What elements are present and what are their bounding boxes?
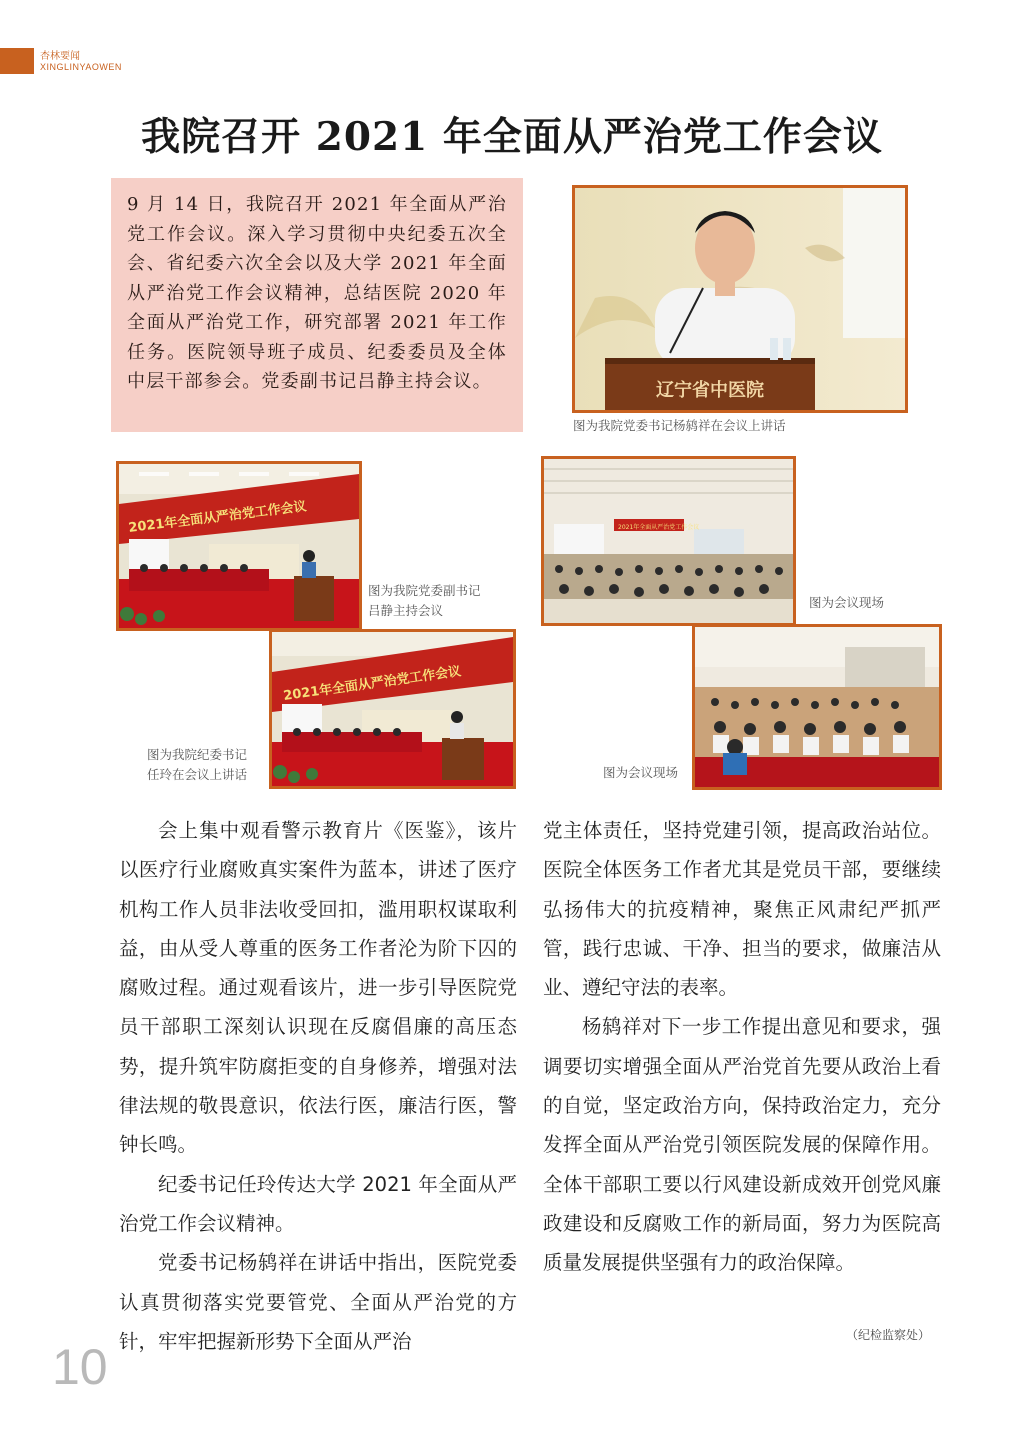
page-number: 10	[52, 1339, 108, 1395]
photo-meeting-scene-1	[541, 456, 796, 626]
photo-hall-deputy	[116, 461, 362, 631]
photo-hall-discipline	[269, 629, 516, 789]
photo-caption-discipline	[147, 745, 247, 785]
photo-caption-meeting-1: 图为会议现场	[809, 595, 885, 610]
caption-line: 任玲在会议上讲话	[147, 767, 248, 782]
podium-label: 辽宁省中医院	[656, 380, 764, 401]
photo-meeting-scene-2	[692, 624, 942, 790]
article-signature: （纪检监察处）	[846, 1328, 931, 1342]
body-paragraph: 纪委书记任玲传达大学 2021 年全面从严治党工作会议精神。	[119, 1172, 517, 1235]
caption-line: 图为我院纪委书记	[147, 747, 248, 762]
audience-photo-illustration	[695, 627, 939, 787]
section-title: 杏林要闻	[40, 51, 80, 62]
photo-speaker-podium	[572, 185, 908, 413]
banner-text: 2021年全面从严治党工作会议	[618, 524, 700, 531]
lead-paragraph: 9 月 14 日，我院召开 2021 年全面从严治党工作会议。深入学习贯彻中央纪委五次全会、省纪委六次全会以及大学 2021 年全面从严治党工作会议精神，总结医院 2020 年全面从严治党工作，研究部署 2021 年工作任务。医院领导班子成员、纪委委员及全体中层干部参会。党委副书记吕静主持会议。	[127, 194, 507, 392]
body-paragraph: 党主体责任，坚持党建引领，提高政治站位。医院全体医务工作者尤其是党员干部，要继续弘扬伟大的抗疫精神，聚焦正风肃纪严抓严管，践行忠诚、干净、担当的要求，做廉洁从业、遵纪守法的表率。	[543, 819, 941, 1000]
caption-line: 图为我院党委副书记	[368, 583, 481, 598]
hall-photo-illustration-2	[272, 632, 513, 786]
section-subtitle: XINGLINYAOWEN	[40, 62, 122, 72]
hall-photo-illustration	[119, 464, 359, 628]
banner-text: 2021年全面从严治党工作会议	[127, 499, 308, 536]
section-marker	[0, 48, 34, 74]
body-column-left	[119, 811, 517, 1361]
body-paragraph: 杨鸫祥对下一步工作提出意见和要求，强调要切实增强全面从严治党首先要从政治上看的自觉，坚定政治方向，保持政治定力，充分发挥全面从严治党引领医院发展的保障作用。全体干部职工要以行风建设新成效开创党风廉政建设和反腐败工作的新局面，努力为医院高质量发展提供坚强有力的政治保障。	[543, 1015, 941, 1275]
banner-text: 2021年全面从严治党工作会议	[282, 664, 463, 704]
speaker-photo-illustration	[575, 188, 905, 410]
body-paragraph: 会上集中观看警示教育片《医鉴》，该片以医疗行业腐败真实案件为蓝本，讲述了医疗机构工作人员非法收受回扣，滥用职权谋取利益，由从受人尊重的医务工作者沦为阶下囚的腐败过程。通过观看该片，进一步引导医院党员干部职工深刻认识现在反腐倡廉的高压态势，提升筑牢防腐拒变的自身修养，增强对法律法规的敬畏意识，依法行医，廉洁行医，警钟长鸣。	[119, 819, 517, 1157]
photo-caption-deputy	[368, 581, 481, 621]
photo-caption-meeting-2: 图为会议现场	[603, 765, 679, 780]
body-column-right	[543, 811, 941, 1283]
photo-caption-speaker: 图为我院党委书记杨鸫祥在会议上讲话	[573, 418, 786, 433]
body-paragraph: 党委书记杨鸫祥在讲话中指出，医院党委认真贯彻落实党要管党、全面从严治党的方针，牢牢把握新形势下全面从严治	[119, 1251, 517, 1353]
caption-line: 吕静主持会议	[368, 603, 444, 618]
article-title: 我院召开 2021 年全面从严治党工作会议	[141, 114, 883, 160]
lead-box	[111, 178, 523, 432]
meeting-photo-illustration	[544, 459, 793, 623]
